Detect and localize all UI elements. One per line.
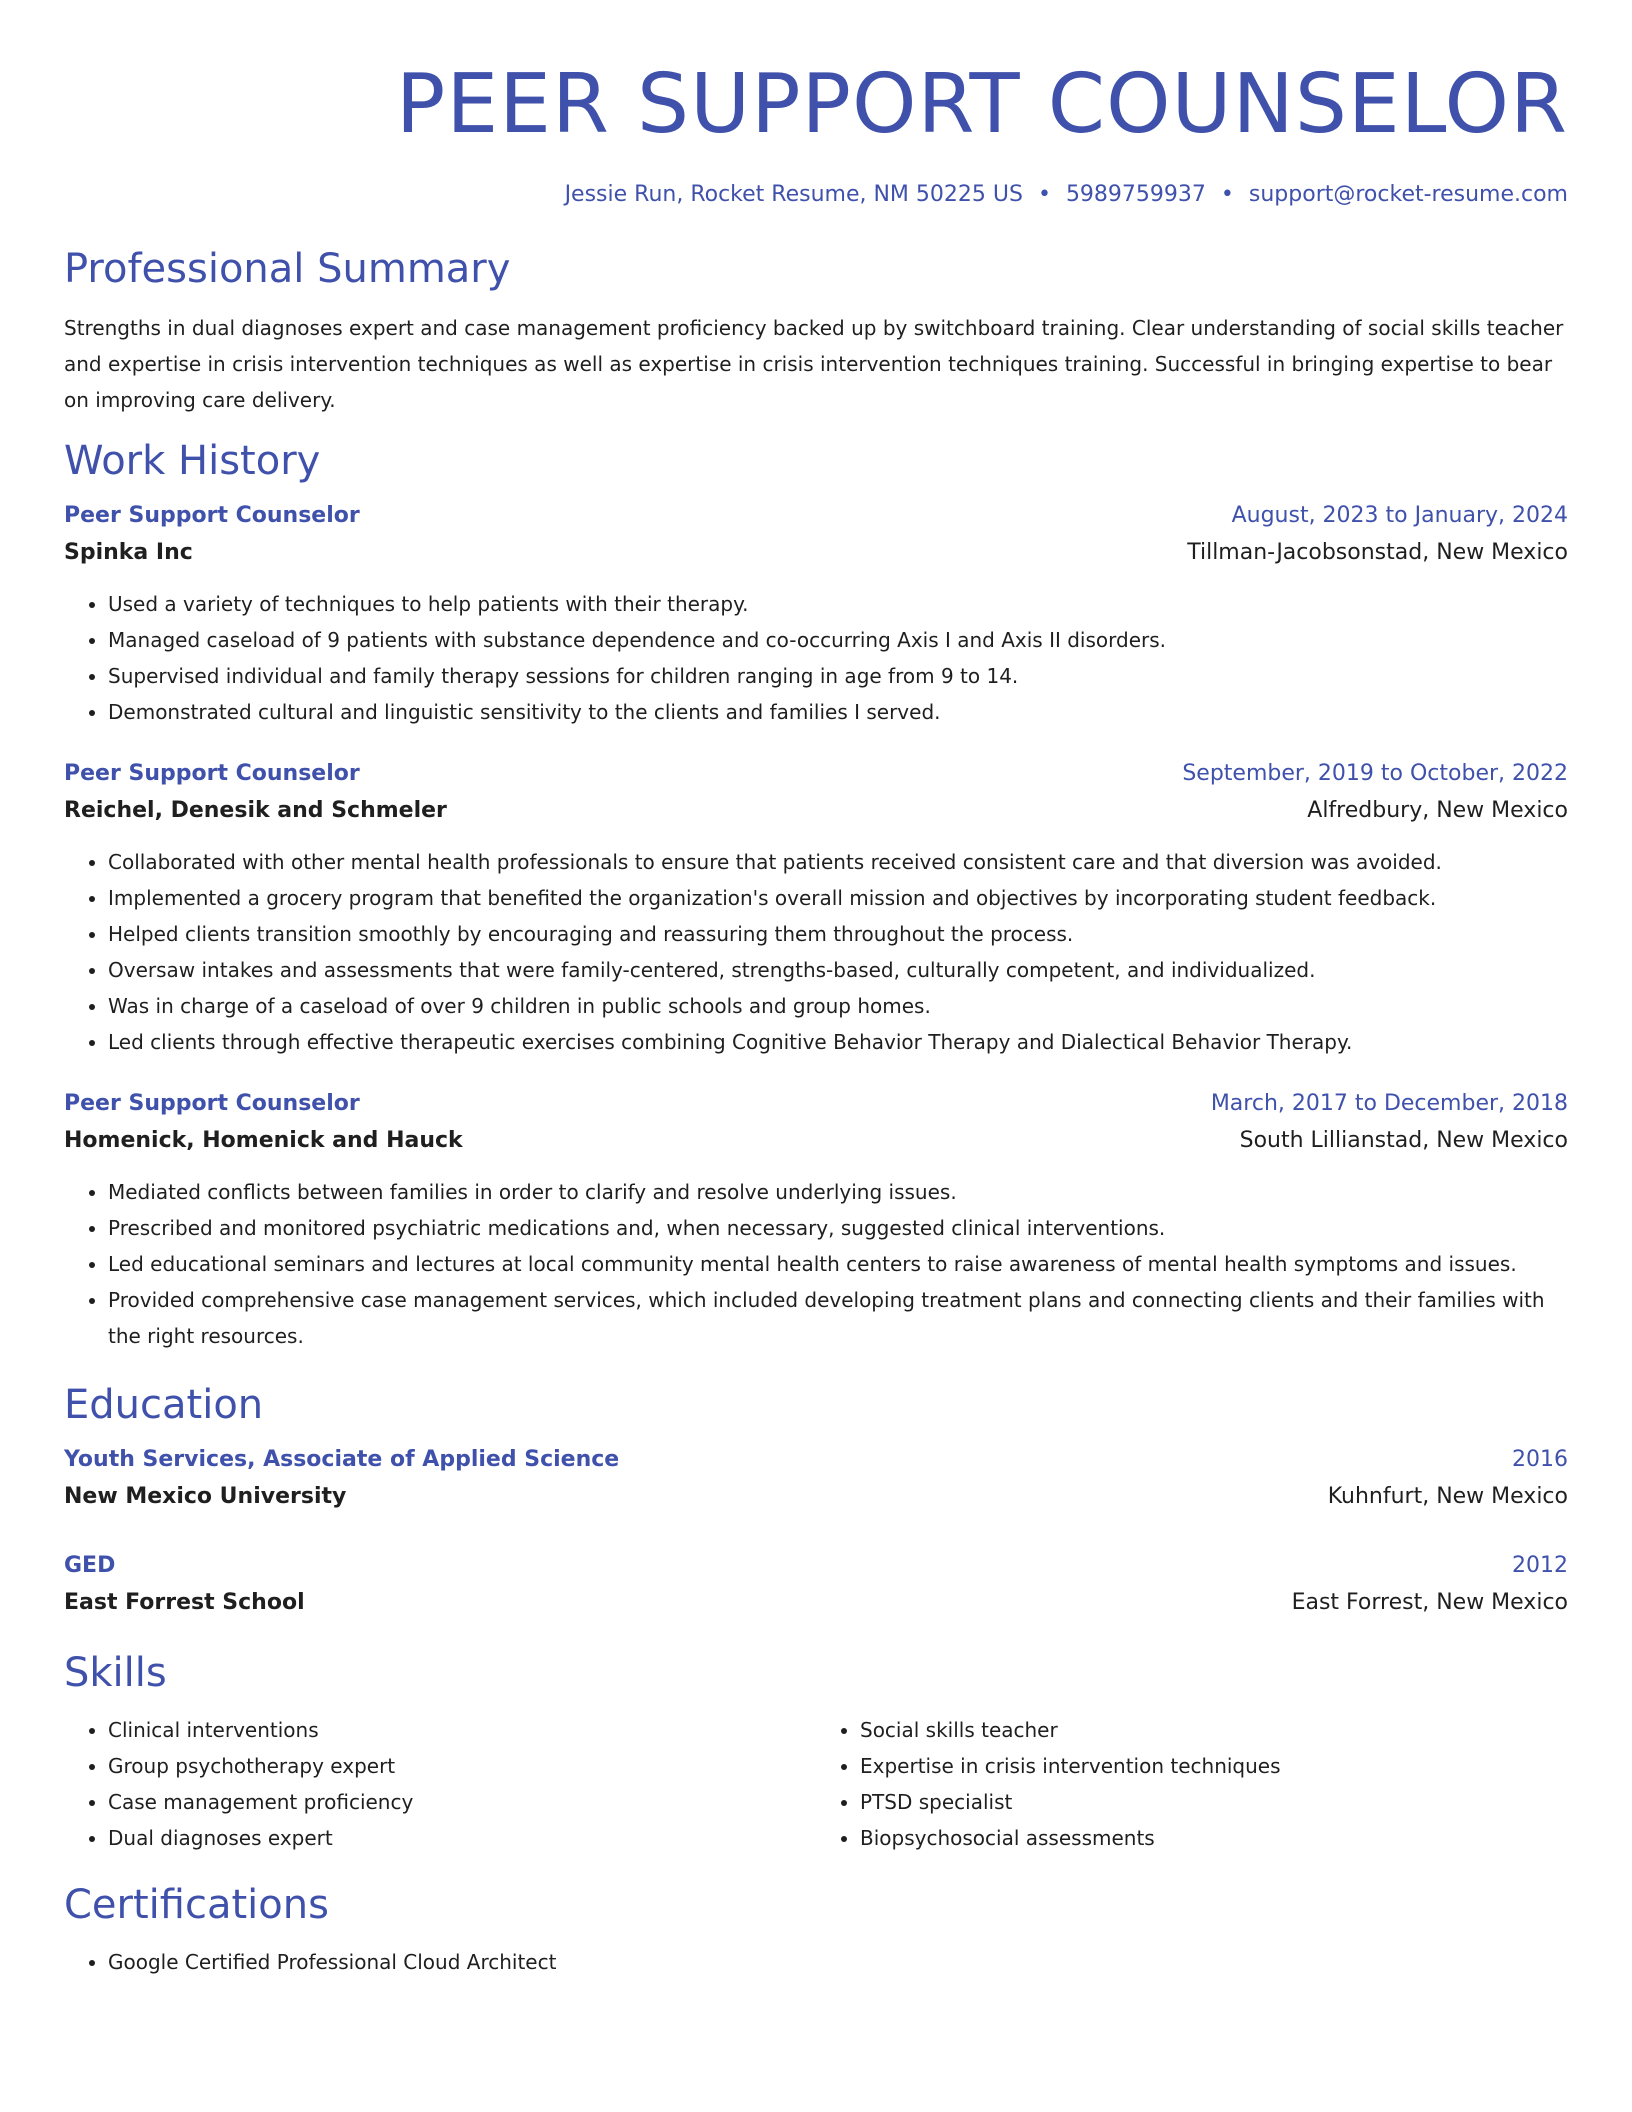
skills-section (64, 1648, 1568, 1856)
education-school-row (64, 1478, 1568, 1516)
resume-title: PEER SUPPORT COUNSELOR (395, 57, 1568, 152)
section-heading: Education (64, 1382, 264, 1428)
certification-item: • Google Certified Professional Cloud Architect (108, 1944, 1568, 1980)
contact-separator: • (1220, 182, 1234, 207)
section-heading: Certifications (64, 1882, 329, 1928)
job-title: Peer Support Counselor (64, 1091, 360, 1116)
list-item: • Prescribed and monitored psychiatric medications and, when necessary, suggested clinical interventions. (108, 1210, 1568, 1246)
job-dates: March, 2017 to December, 2018 (1210, 1091, 1568, 1116)
list-item: • Implemented a grocery program that benefited the organization's overall mission and objectives by incorporating student feedback. (108, 880, 1568, 916)
list-item: • Supervised individual and family therapy sessions for children ranging in age from 9 to 14. (108, 658, 1568, 694)
education-degree: Youth Services, Associate of Applied Science (64, 1447, 620, 1472)
contact-email: support@rocket-resume.com (1248, 182, 1568, 207)
education-entry (64, 1442, 1568, 1516)
job-location: Alfredbury, New Mexico (1307, 798, 1568, 823)
job-title: Peer Support Counselor (64, 761, 360, 786)
list-item: • Provided comprehensive case management services, which included developing treatment plans and connecting clients and their families with the right resources. (108, 1282, 1568, 1354)
list-item: • Oversaw intakes and assessments that were family-centered, strengths-based, culturally competent, and individualized. (108, 952, 1568, 988)
job-company-row (64, 792, 1568, 830)
education-school-row (64, 1584, 1568, 1622)
job-bullets (64, 586, 1568, 730)
skill-item: • Group psychotherapy expert (108, 1748, 816, 1784)
skill-item: • Social skills teacher (860, 1712, 1568, 1748)
job-header-row (64, 1086, 1568, 1122)
job-entry (64, 1086, 1568, 1354)
education-degree: GED (64, 1553, 116, 1578)
job-company-row (64, 534, 1568, 572)
list-item: • Managed caseload of 9 patients with substance dependence and co-occurring Axis I and Axis II disorders. (108, 622, 1568, 658)
work-history-section (64, 436, 1568, 1354)
skill-item: • Clinical interventions (108, 1712, 816, 1748)
skill-item: • Case management proficiency (108, 1784, 816, 1820)
skill-item: • Biopsychosocial assessments (860, 1820, 1568, 1856)
education-entry (64, 1548, 1568, 1622)
job-bullets (64, 1174, 1568, 1354)
list-item: • Was in charge of a caseload of over 9 children in public schools and group homes. (108, 988, 1568, 1024)
skills-columns (64, 1712, 1568, 1856)
education-school: New Mexico University (64, 1484, 347, 1509)
skills-list-left (64, 1712, 816, 1856)
education-year: 2012 (1512, 1553, 1568, 1578)
list-item: • Helped clients transition smoothly by encouraging and reassuring them throughout the process. (108, 916, 1568, 952)
certifications-list (64, 1944, 1568, 1980)
skills-list-right (816, 1712, 1568, 1856)
section-heading: Professional Summary (64, 246, 511, 292)
job-entry (64, 756, 1568, 1060)
job-company: Reichel, Denesik and Schmeler (64, 798, 447, 823)
skill-item: • Dual diagnoses expert (108, 1820, 816, 1856)
job-title: Peer Support Counselor (64, 503, 360, 528)
job-location: Tillman-Jacobsonstad, New Mexico (1187, 540, 1568, 565)
list-item: • Used a variety of techniques to help patients with their therapy. (108, 586, 1568, 622)
skill-item: • Expertise in crisis intervention techniques (860, 1748, 1568, 1784)
job-company: Homenick, Homenick and Hauck (64, 1128, 463, 1153)
certifications-section (64, 1880, 1568, 1980)
contact-separator: • (1037, 182, 1051, 207)
contact-line (64, 180, 1568, 210)
list-item: • Led educational seminars and lectures at local community mental health centers to raise awareness of mental health symptoms and issues. (108, 1246, 1568, 1282)
job-location: South Lillianstad, New Mexico (1239, 1128, 1568, 1153)
job-header-row (64, 498, 1568, 534)
education-location: East Forrest, New Mexico (1291, 1590, 1568, 1615)
list-item: • Mediated conflicts between families in order to clarify and resolve underlying issues. (108, 1174, 1568, 1210)
list-item: • Demonstrated cultural and linguistic sensitivity to the clients and families I served. (108, 694, 1568, 730)
job-company-row (64, 1122, 1568, 1160)
list-item: • Led clients through effective therapeutic exercises combining Cognitive Behavior Therapy and Dialectical Behavior Therapy. (108, 1024, 1568, 1060)
job-dates: September, 2019 to October, 2022 (1182, 761, 1568, 786)
education-school: East Forrest School (64, 1590, 305, 1615)
contact-address: Jessie Run, Rocket Resume, NM 50225 US (564, 182, 1023, 207)
contact-phone: 5989759937 (1065, 182, 1206, 207)
education-location: Kuhnfurt, New Mexico (1327, 1484, 1568, 1509)
list-item: • Collaborated with other mental health professionals to ensure that patients received consistent care and that diversion was avoided. (108, 844, 1568, 880)
section-heading: Skills (64, 1650, 167, 1696)
job-entry (64, 498, 1568, 730)
job-company: Spinka Inc (64, 540, 193, 565)
job-dates: August, 2023 to January, 2024 (1231, 503, 1568, 528)
summary-text: Strengths in dual diagnoses expert and case management proficiency backed up by switchboard training. Clear understanding of social skills teacher and expertise in crisis intervention techniques as well as expertise in crisis intervention techniques training. Successful in bringing expertise to bear on improving care delivery. (64, 316, 1564, 412)
section-heading: Work History (64, 438, 321, 484)
education-header-row (64, 1442, 1568, 1478)
summary-section (64, 244, 1568, 418)
job-header-row (64, 756, 1568, 792)
job-bullets (64, 844, 1568, 1060)
education-header-row (64, 1548, 1568, 1584)
education-year: 2016 (1512, 1447, 1568, 1472)
skill-item: • PTSD specialist (860, 1784, 1568, 1820)
resume-header (64, 57, 1568, 210)
education-section (64, 1380, 1568, 1622)
